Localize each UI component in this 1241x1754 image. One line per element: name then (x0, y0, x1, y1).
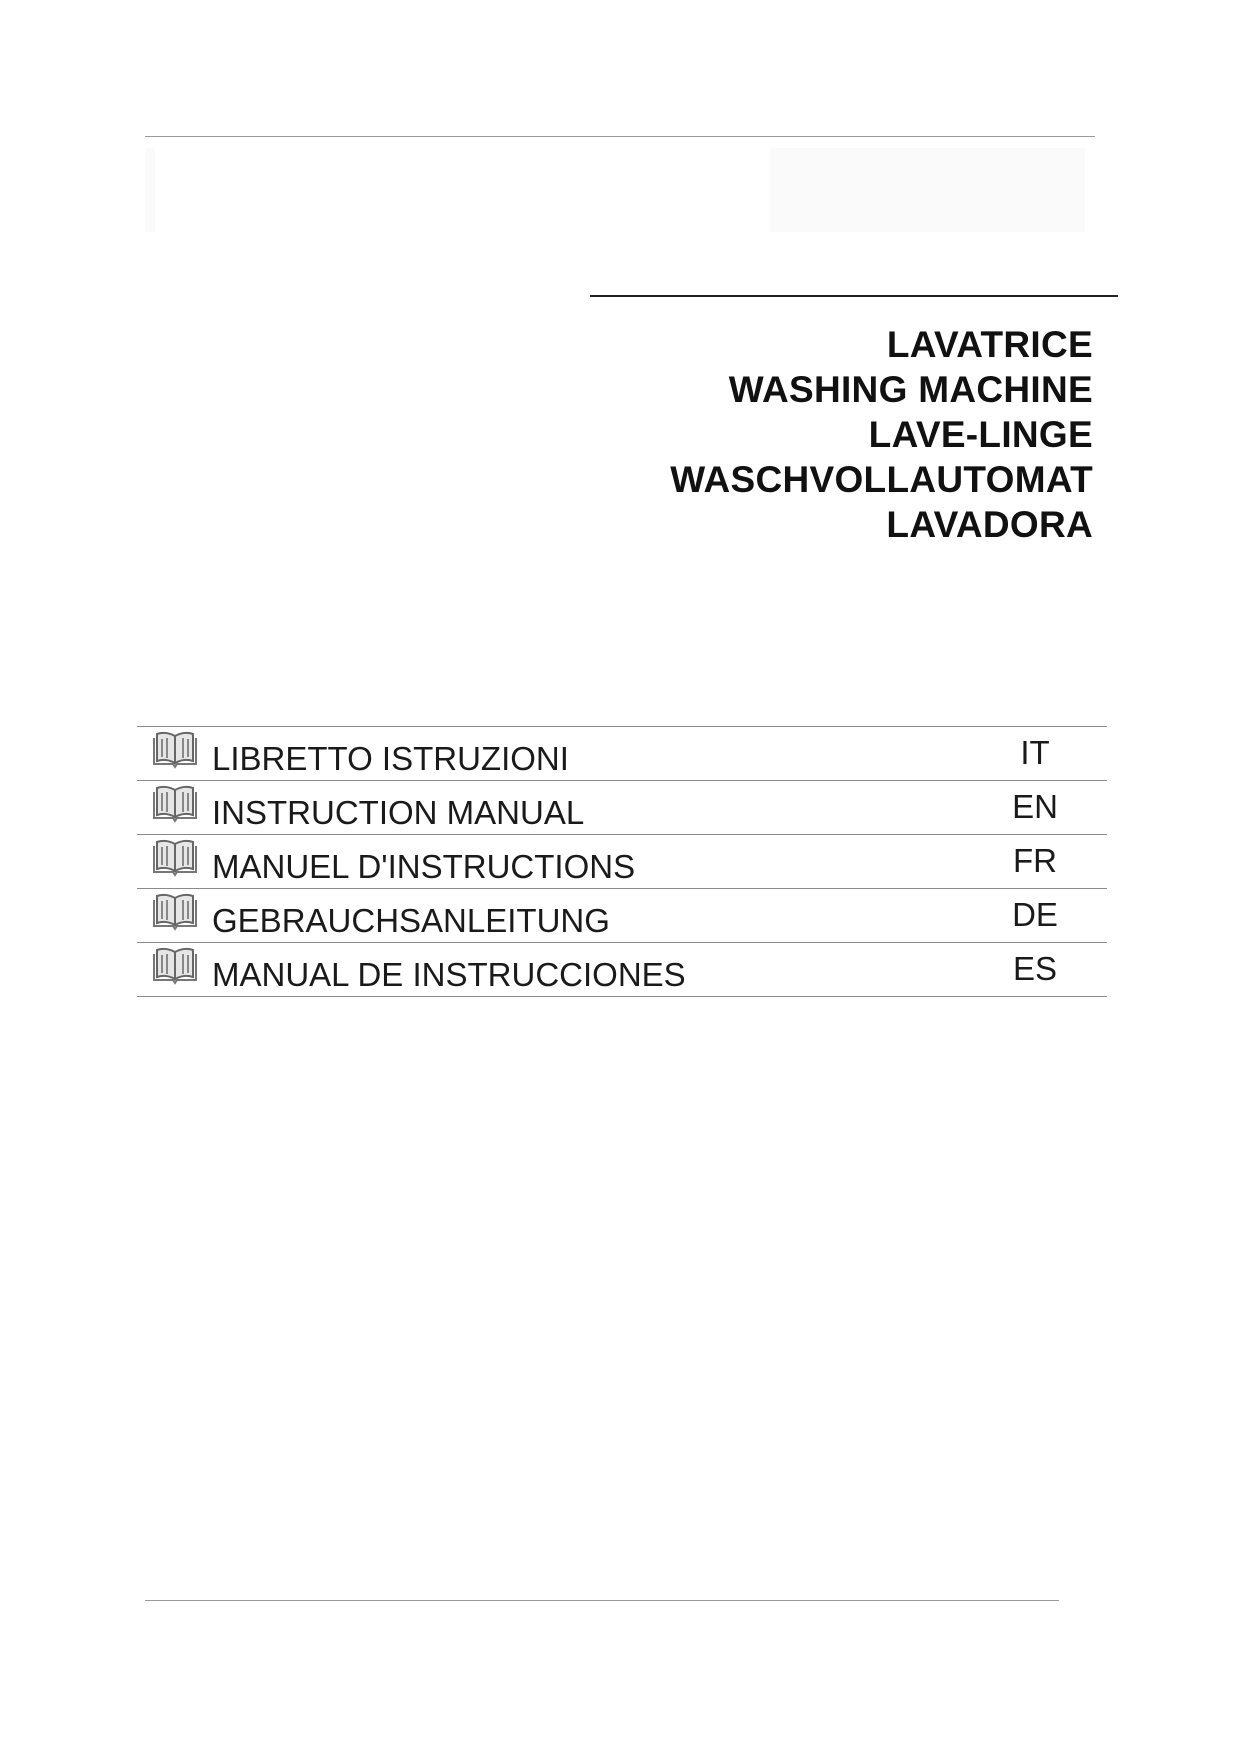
manual-label: MANUEL D'INSTRUCTIONS (212, 848, 636, 885)
manual-row-en[interactable] (137, 781, 1107, 835)
manual-row-de[interactable] (137, 889, 1107, 943)
manual-language-table (137, 726, 1107, 997)
title-german: WASCHVOLLAUTOMAT (670, 459, 1093, 500)
title-french: LAVE-LINGE (868, 414, 1093, 455)
manual-label: MANUAL DE INSTRUCCIONES (212, 956, 686, 993)
manual-row-it[interactable] (137, 727, 1107, 781)
language-code: EN (1012, 788, 1058, 825)
header-faded-left (145, 148, 155, 232)
language-code: DE (1012, 896, 1058, 933)
manual-label: LIBRETTO ISTRUZIONI (212, 740, 569, 777)
language-code: FR (1013, 842, 1057, 879)
language-code: ES (1012, 950, 1058, 987)
header-faded-right (770, 148, 1085, 232)
product-titles (670, 322, 1093, 547)
language-code: IT (1020, 734, 1050, 771)
open-book-icon (151, 838, 199, 878)
manual-label: INSTRUCTION MANUAL (212, 794, 585, 831)
header-top-rule (145, 136, 1095, 137)
title-spanish: LAVADORA (886, 504, 1093, 545)
title-english: WASHING MACHINE (728, 369, 1093, 410)
open-book-icon (151, 730, 199, 770)
open-book-icon (151, 892, 199, 932)
manual-label: GEBRAUCHSANLEITUNG (212, 902, 610, 939)
title-italian: LAVATRICE (886, 324, 1093, 365)
manual-row-es[interactable] (137, 943, 1107, 997)
title-rule (590, 295, 1118, 297)
open-book-icon (151, 946, 199, 986)
open-book-icon (151, 784, 199, 824)
manual-row-fr[interactable] (137, 835, 1107, 889)
footer-rule (145, 1600, 1059, 1601)
